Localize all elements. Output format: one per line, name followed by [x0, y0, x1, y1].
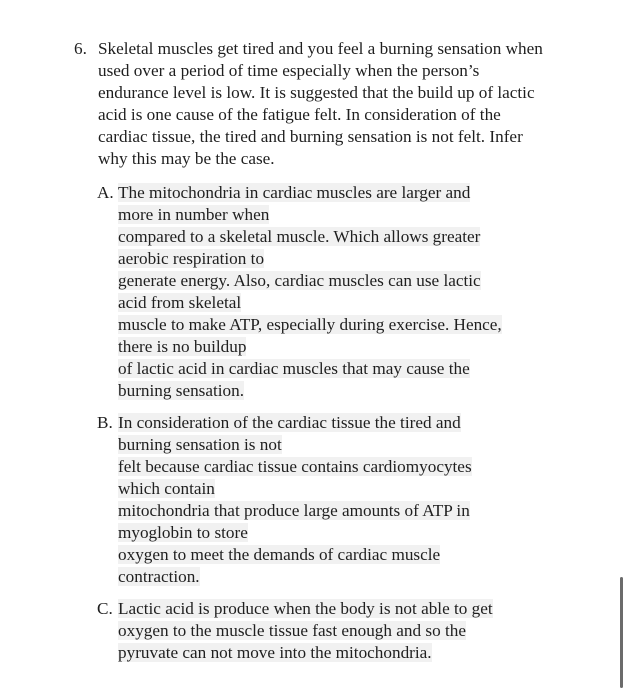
option-a-line: acid from skeletal [118, 293, 242, 312]
option-c-line: Lactic acid is produce when the body is not able to get [118, 599, 493, 618]
option-b-line: which contain [118, 479, 215, 498]
option-b [97, 412, 567, 588]
option-b-line: felt because cardiac tissue contains cardiomyocytes [118, 457, 472, 476]
option-b-line: oxygen to meet the demands of cardiac muscle [118, 545, 441, 564]
option-a-line: of lactic acid in cardiac muscles that may cause the [118, 359, 470, 378]
question-text: Skeletal muscles get tired and you feel a burning sensation when used over a period of time especially when the person’s endurance level is low. It is suggested that the build up of lactic acid is one cause of the fatigue felt. In consideration of the cardiac tissue, the tired and burning sensation is not felt. Infer why this may be the case. [98, 39, 543, 168]
question-block [74, 38, 554, 170]
option-a-line: more in number when [118, 205, 270, 224]
option-a-line: muscle to make ATP, especially during exercise. Hence, [118, 315, 502, 334]
option-a-line: there is no buildup [118, 337, 247, 356]
option-a-line: generate energy. Also, cardiac muscles can use lactic [118, 271, 481, 290]
option-a-line: compared to a skeletal muscle. Which allows greater [118, 227, 481, 246]
option-b-line: burning sensation is not [118, 435, 282, 454]
question-number: 6. [74, 39, 87, 58]
option-c-line: oxygen to the muscle tissue fast enough and so the [118, 621, 466, 640]
option-a-line: aerobic respiration to [118, 249, 265, 268]
option-b-line: mitochondria that produce large amounts of ATP in [118, 501, 470, 520]
option-b-line: myoglobin to store [118, 523, 248, 542]
option-a-letter: A. [97, 183, 114, 202]
option-c-letter: C. [97, 599, 113, 618]
option-b-line: In consideration of the cardiac tissue the tired and [118, 413, 461, 432]
scrollbar-thumb[interactable] [620, 577, 623, 688]
option-c [97, 598, 567, 664]
option-b-line: contraction. [118, 567, 200, 586]
option-c-line: pyruvate can not move into the mitochondria. [118, 643, 432, 662]
answer-options [97, 182, 567, 674]
option-a-line: The mitochondria in cardiac muscles are larger and [118, 183, 471, 202]
option-a [97, 182, 567, 402]
option-b-letter: B. [97, 413, 113, 432]
option-a-line: burning sensation. [118, 381, 245, 400]
